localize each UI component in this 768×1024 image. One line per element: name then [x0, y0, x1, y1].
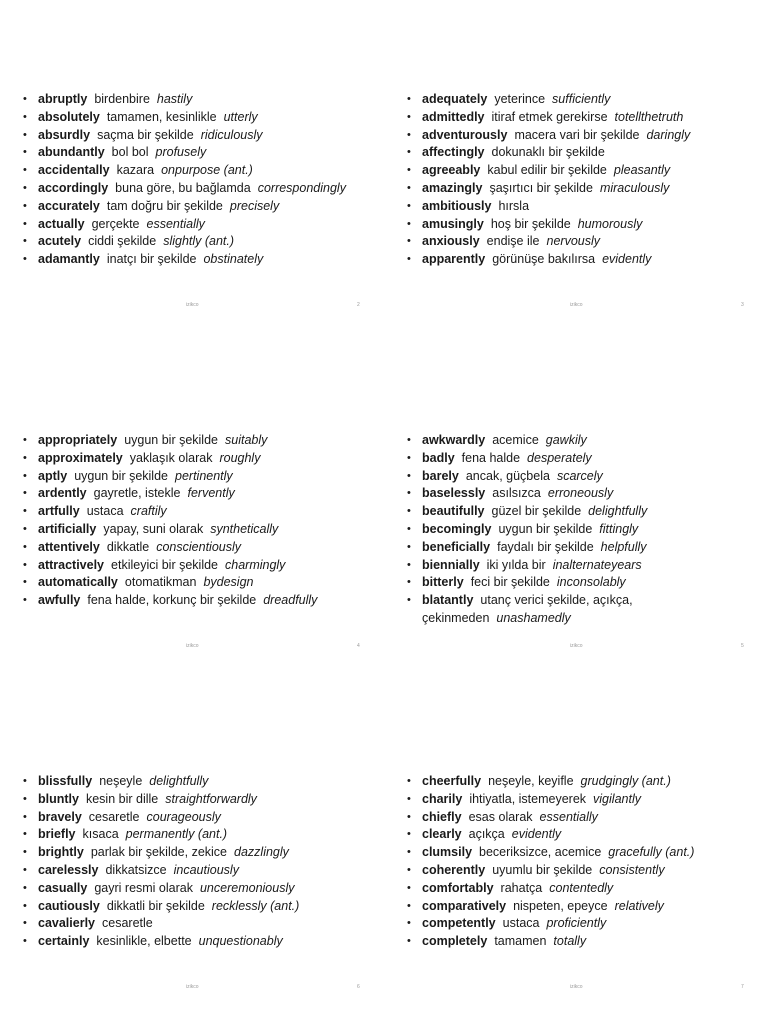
synonym: pleasantly — [613, 163, 671, 178]
slide-footer-source: izikco — [570, 302, 583, 308]
english-word: ardently — [38, 486, 87, 501]
english-word: brightly — [38, 845, 84, 860]
synonym: recklessly (ant.) — [211, 898, 300, 913]
synonym: desperately — [527, 450, 592, 465]
synonym: miraculously — [599, 180, 670, 195]
english-word: accidentally — [38, 163, 110, 178]
english-word: bitterly — [422, 575, 464, 590]
english-word: accordingly — [38, 180, 109, 195]
synonym: fittingly — [599, 521, 639, 536]
vocabulary-item — [404, 880, 756, 898]
turkish-translation: tamamen, kesinlikle — [106, 109, 217, 124]
vocabulary-list — [404, 773, 756, 951]
vocabulary-item — [20, 539, 372, 557]
synonym: proficiently — [546, 916, 607, 931]
turkish-translation: faydalı bir şekilde — [497, 539, 594, 554]
vocabulary-item — [20, 844, 372, 862]
turkish-translation: cesaretle — [88, 809, 140, 824]
turkish-translation: inatçı bir şekilde — [106, 252, 197, 267]
synonym: essentially — [146, 216, 205, 231]
turkish-translation: gerçekte — [91, 216, 140, 231]
turkish-translation: yapay, suni olarak — [103, 521, 204, 536]
turkish-translation: feci bir şekilde — [470, 575, 550, 590]
vocabulary-item — [404, 144, 756, 162]
synonym: obstinately — [203, 252, 264, 267]
english-word: beneficially — [422, 539, 491, 554]
english-word: aptly — [38, 468, 68, 483]
english-word: coherently — [422, 862, 486, 877]
english-word: barely — [422, 468, 459, 483]
turkish-translation: kesin bir dille — [85, 791, 159, 806]
turkish-translation: endişe ile — [486, 234, 540, 249]
synonym: consistently — [599, 862, 665, 877]
synonym: charmingly — [225, 557, 286, 572]
english-word: beautifully — [422, 504, 485, 519]
turkish-translation: yeterince — [494, 92, 546, 106]
vocabulary-item — [20, 468, 372, 486]
turkish-translation: buna göre, bu bağlamda — [115, 180, 251, 195]
vocabulary-item — [404, 557, 756, 575]
synonym: dazzlingly — [234, 845, 289, 860]
vocabulary-item — [20, 432, 372, 450]
turkish-translation: şaşırtıcı bir şekilde — [489, 180, 593, 195]
slide-footer-source: izikco — [570, 984, 583, 990]
english-word: appropriately — [38, 433, 118, 447]
synonym: evidently — [511, 827, 562, 842]
english-word: attentively — [38, 539, 100, 554]
synonym: suitably — [225, 433, 268, 447]
synonym: erroneously — [547, 486, 614, 501]
turkish-translation: uygun bir şekilde — [498, 521, 593, 536]
turkish-translation: dokunaklı bir şekilde — [491, 145, 605, 160]
vocabulary-item — [404, 251, 756, 269]
turkish-translation: acemice — [492, 433, 539, 447]
vocabulary-item — [20, 933, 372, 951]
vocabulary-item — [20, 233, 372, 251]
english-word: acutely — [38, 234, 82, 249]
vocabulary-item — [20, 91, 372, 109]
slide-page-number: 7 — [741, 984, 744, 990]
vocabulary-item — [404, 450, 756, 468]
synonym: correspondingly — [257, 180, 346, 195]
slide-5 — [384, 341, 768, 682]
turkish-translation: kazara — [116, 163, 155, 178]
synonym: utterly — [223, 109, 258, 124]
turkish-translation: nispeten, epeyce — [513, 898, 608, 913]
vocabulary-list — [20, 91, 372, 269]
slide-3 — [384, 0, 768, 341]
vocabulary-item — [404, 898, 756, 916]
english-word: artfully — [38, 504, 80, 519]
turkish-translation: gayretle, istekle — [93, 486, 181, 501]
vocabulary-item — [404, 574, 756, 592]
vocabulary-item — [404, 198, 756, 216]
vocabulary-item — [20, 251, 372, 269]
vocabulary-item — [20, 862, 372, 880]
synonym: nervously — [546, 234, 600, 249]
synonym: unceremoniously — [199, 880, 295, 895]
english-word: abundantly — [38, 145, 105, 160]
english-word: apparently — [422, 252, 486, 267]
vocabulary-item — [20, 109, 372, 127]
english-word: bluntly — [38, 791, 79, 806]
vocabulary-item — [404, 521, 756, 539]
turkish-translation: asılsızca — [492, 486, 541, 501]
english-word: adequately — [422, 92, 488, 106]
turkish-translation: etkileyici bir şekilde — [111, 557, 218, 572]
vocabulary-item — [20, 898, 372, 916]
vocabulary-list — [404, 432, 756, 628]
turkish-translation: uygun bir şekilde — [74, 468, 168, 483]
turkish-translation: ustaca — [86, 504, 124, 519]
synonym: roughly — [219, 450, 261, 465]
english-word: accurately — [38, 198, 100, 213]
synonym: hastily — [156, 92, 193, 106]
synonym: totally — [553, 934, 587, 949]
synonym: daringly — [646, 127, 691, 142]
turkish-translation: neşeyle, keyifle — [488, 774, 574, 788]
slide-page-number: 4 — [357, 643, 360, 649]
synonym: slightly (ant.) — [163, 234, 235, 249]
synonym: contentedly — [549, 880, 614, 895]
turkish-translation: yaklaşık olarak — [129, 450, 213, 465]
turkish-translation: rahatça — [500, 880, 543, 895]
vocabulary-item — [404, 180, 756, 198]
vocabulary-item — [20, 144, 372, 162]
english-word: amusingly — [422, 216, 484, 231]
vocabulary-item — [20, 915, 372, 933]
turkish-translation: beceriksizce, acemice — [479, 845, 602, 860]
vocabulary-item — [404, 91, 756, 109]
turkish-translation: görünüşe bakılırsa — [492, 252, 596, 267]
turkish-translation: güzel bir şekilde — [491, 504, 582, 519]
synonym: grudgingly (ant.) — [580, 774, 671, 788]
vocabulary-item — [20, 216, 372, 234]
english-word: attractively — [38, 557, 105, 572]
vocabulary-item — [20, 503, 372, 521]
synonym: onpurpose (ant.) — [161, 163, 253, 178]
english-word: ambitiously — [422, 198, 492, 213]
synonym: sufficiently — [552, 92, 611, 106]
synonym: permanently (ant.) — [125, 827, 228, 842]
slide-page-number: 5 — [741, 643, 744, 649]
english-word: absolutely — [38, 109, 100, 124]
synonym: pertinently — [175, 468, 233, 483]
english-word: affectingly — [422, 145, 485, 160]
synonym: ridiculously — [200, 127, 263, 142]
vocabulary-item — [404, 844, 756, 862]
turkish-translation: otomatikman — [124, 575, 197, 590]
english-word: awfully — [38, 593, 81, 608]
english-word: becomingly — [422, 521, 492, 536]
english-word: baselessly — [422, 486, 486, 501]
synonym: delightfully — [149, 774, 209, 788]
vocabulary-item — [20, 521, 372, 539]
english-word: abruptly — [38, 92, 88, 106]
synonym: gawkily — [545, 433, 587, 447]
english-word: competently — [422, 916, 496, 931]
synonym: precisely — [229, 198, 280, 213]
english-word: cautiously — [38, 898, 100, 913]
turkish-translation: ustaca — [502, 916, 540, 931]
english-word: agreeably — [422, 163, 481, 178]
turkish-translation: macera vari bir şekilde — [514, 127, 640, 142]
turkish-translation: birdenbire — [94, 92, 150, 106]
synonym: conscientiously — [156, 539, 241, 554]
slide-footer-source: izikco — [570, 643, 583, 649]
vocabulary-list — [404, 91, 756, 269]
english-word: chiefly — [422, 809, 462, 824]
synonym: inconsolably — [556, 575, 626, 590]
vocabulary-item — [404, 485, 756, 503]
vocabulary-item — [404, 539, 756, 557]
vocabulary-item — [20, 574, 372, 592]
slide-page-number: 3 — [741, 302, 744, 308]
turkish-translation: tamamen — [494, 934, 547, 949]
turkish-translation: dikkatsizce — [105, 862, 167, 877]
vocabulary-item — [20, 162, 372, 180]
synonym: inalternateyears — [552, 557, 642, 572]
slide-footer-source: izikco — [186, 984, 199, 990]
english-word: casually — [38, 880, 88, 895]
vocabulary-item — [404, 826, 756, 844]
english-word: clearly — [422, 827, 462, 842]
english-word: biennially — [422, 557, 480, 572]
english-word: absurdly — [38, 127, 91, 142]
vocabulary-item — [20, 791, 372, 809]
english-word: blissfully — [38, 774, 93, 788]
turkish-translation: utanç verici şekilde, açıkça, çekinmeden — [422, 593, 633, 625]
turkish-translation: ancak, güçbela — [465, 468, 550, 483]
english-word: automatically — [38, 575, 118, 590]
english-word: cavalierly — [38, 916, 95, 931]
vocabulary-list — [20, 432, 372, 610]
english-word: adamantly — [38, 252, 100, 267]
turkish-translation: neşeyle — [99, 774, 143, 788]
synonym: synthetically — [210, 521, 279, 536]
turkish-translation: dikkatle — [106, 539, 150, 554]
turkish-translation: dikkatli bir şekilde — [106, 898, 205, 913]
english-word: comparatively — [422, 898, 507, 913]
turkish-translation: uygun bir şekilde — [124, 433, 218, 447]
vocabulary-item — [404, 162, 756, 180]
synonym: delightfully — [588, 504, 648, 519]
synonym: craftily — [130, 504, 167, 519]
vocabulary-item — [404, 592, 756, 628]
slide-6 — [0, 682, 384, 1023]
english-word: artificially — [38, 521, 97, 536]
turkish-translation: hoş bir şekilde — [490, 216, 571, 231]
vocabulary-item — [404, 127, 756, 145]
vocabulary-item — [404, 773, 756, 791]
turkish-translation: tam doğru bir şekilde — [106, 198, 223, 213]
synonym: totellthetruth — [614, 109, 684, 124]
turkish-translation: hırsla — [498, 198, 530, 213]
vocabulary-item — [20, 180, 372, 198]
english-word: anxiously — [422, 234, 480, 249]
turkish-translation: bol bol — [111, 145, 149, 160]
synonym: relatively — [614, 898, 664, 913]
synonym: gracefully (ant.) — [608, 845, 695, 860]
vocabulary-item — [404, 933, 756, 951]
slide-page-number: 2 — [357, 302, 360, 308]
english-word: amazingly — [422, 180, 483, 195]
synonym: scarcely — [556, 468, 603, 483]
slide-page-number: 6 — [357, 984, 360, 990]
english-word: bravely — [38, 809, 82, 824]
turkish-translation: kesinlikle, elbette — [96, 934, 192, 949]
turkish-translation: fena halde, korkunç bir şekilde — [87, 593, 257, 608]
synonym: essentially — [539, 809, 598, 824]
vocabulary-item — [20, 127, 372, 145]
vocabulary-item — [404, 109, 756, 127]
vocabulary-item — [404, 432, 756, 450]
turkish-translation: ciddi şekilde — [88, 234, 157, 249]
synonym: bydesign — [203, 575, 254, 590]
turkish-translation: cesaretle — [102, 916, 153, 931]
turkish-translation: kısaca — [82, 827, 119, 842]
vocabulary-item — [404, 216, 756, 234]
vocabulary-item — [20, 826, 372, 844]
english-word: clumsily — [422, 845, 473, 860]
english-word: cheerfully — [422, 774, 482, 788]
english-word: carelessly — [38, 862, 99, 877]
synonym: profusely — [155, 145, 207, 160]
vocabulary-item — [404, 468, 756, 486]
vocabulary-item — [20, 485, 372, 503]
turkish-translation: fena halde — [461, 450, 521, 465]
turkish-translation: esas olarak — [468, 809, 533, 824]
turkish-translation: açıkça — [468, 827, 505, 842]
slide-7 — [384, 682, 768, 1023]
vocabulary-item — [20, 198, 372, 216]
vocabulary-item — [20, 592, 372, 610]
turkish-translation: kabul edilir bir şekilde — [487, 163, 607, 178]
vocabulary-item — [404, 809, 756, 827]
vocabulary-item — [404, 503, 756, 521]
turkish-translation: saçma bir şekilde — [97, 127, 194, 142]
vocabulary-item — [20, 773, 372, 791]
english-word: comfortably — [422, 880, 494, 895]
synonym: vigilantly — [593, 791, 641, 806]
english-word: briefly — [38, 827, 76, 842]
vocabulary-item — [404, 233, 756, 251]
english-word: awkwardly — [422, 433, 486, 447]
synonym: incautiously — [173, 862, 239, 877]
synonym: helpfully — [600, 539, 647, 554]
english-word: adventurously — [422, 127, 508, 142]
vocabulary-item — [404, 791, 756, 809]
vocabulary-item — [20, 450, 372, 468]
vocabulary-item — [20, 557, 372, 575]
english-word: badly — [422, 450, 455, 465]
synonym: unquestionably — [198, 934, 283, 949]
synonym: dreadfully — [263, 593, 318, 608]
turkish-translation: ihtiyatla, istemeyerek — [469, 791, 587, 806]
slide-footer-source: izikco — [186, 643, 199, 649]
vocabulary-list — [20, 773, 372, 951]
slide-2 — [0, 0, 384, 341]
synonym: unashamedly — [496, 610, 571, 625]
synonym: humorously — [577, 216, 643, 231]
slide-4 — [0, 341, 384, 682]
english-word: actually — [38, 216, 85, 231]
turkish-translation: uyumlu bir şekilde — [492, 862, 593, 877]
english-word: certainly — [38, 934, 90, 949]
turkish-translation: parlak bir şekilde, zekice — [90, 845, 228, 860]
turkish-translation: itiraf etmek gerekirse — [491, 109, 608, 124]
turkish-translation: gayri resmi olarak — [94, 880, 193, 895]
slide-footer-source: izikco — [186, 302, 199, 308]
vocabulary-item — [20, 809, 372, 827]
synonym: straightforwardly — [165, 791, 257, 806]
synonym: evidently — [602, 252, 652, 267]
synonym: fervently — [187, 486, 235, 501]
english-word: charily — [422, 791, 463, 806]
vocabulary-item — [404, 862, 756, 880]
vocabulary-item — [20, 880, 372, 898]
english-word: blatantly — [422, 593, 474, 608]
vocabulary-item — [404, 915, 756, 933]
english-word: approximately — [38, 450, 123, 465]
synonym: courageously — [146, 809, 221, 824]
turkish-translation: iki yılda bir — [486, 557, 546, 572]
english-word: completely — [422, 934, 488, 949]
english-word: admittedly — [422, 109, 485, 124]
